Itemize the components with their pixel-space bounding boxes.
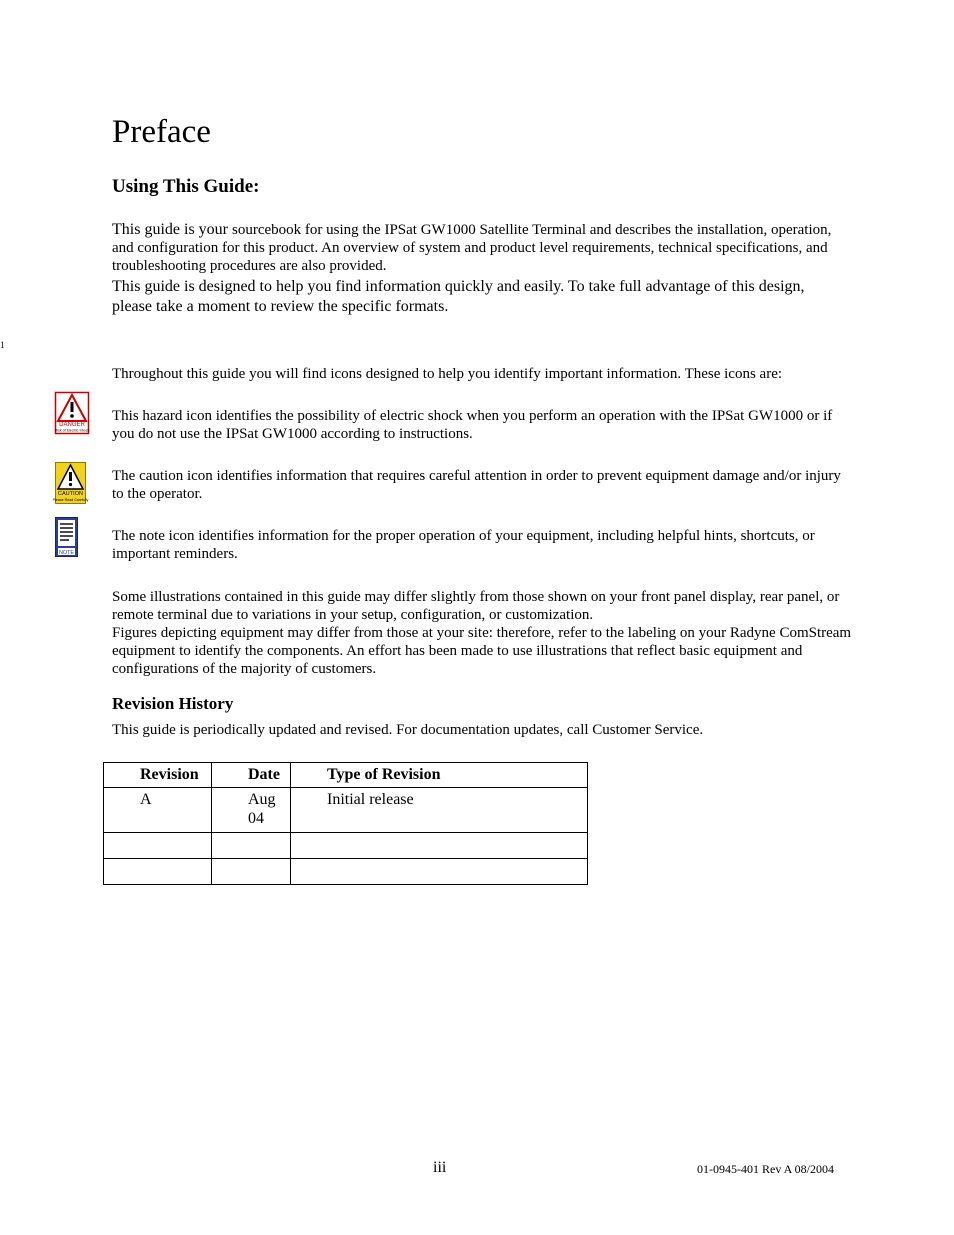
cell-revision: A xyxy=(104,788,212,833)
page-title: Preface xyxy=(112,114,211,150)
danger-icon-sublabel: Risk of Electric Shock xyxy=(54,428,90,433)
icons-intro: Throughout this guide you will find icons designed to help you identify important information. These icons are: xyxy=(112,366,783,382)
page-number: iii xyxy=(433,1159,447,1176)
cell-type xyxy=(291,833,588,859)
intro-lead: This guide is your xyxy=(112,221,232,238)
table-row xyxy=(104,833,588,859)
cell-revision xyxy=(104,833,212,859)
intro-rest: sourcebook for using the IPSat GW1000 Satellite Terminal and describes the installation, operation, and configuration for this product. An overview of system and product level requirements, technical specifications, and troubleshooting procedures are also provided. xyxy=(112,222,832,274)
cell-date xyxy=(212,833,291,859)
table-row xyxy=(104,859,588,885)
caution-icon xyxy=(52,462,89,509)
danger-icon xyxy=(55,392,89,439)
note-icon xyxy=(55,517,78,562)
cell-date: Aug 04 xyxy=(212,788,291,833)
revision-intro: This guide is periodically updated and revised. For documentation updates, call Customer Service. xyxy=(112,722,704,738)
intro-paragraph xyxy=(112,221,842,275)
note-icon-label: NOTE xyxy=(59,550,74,556)
danger-description: This hazard icon identifies the possibility of electric shock when you perform an operation with the IPSat GW1000 or if you do not use the IPSat GW1000 according to instructions. xyxy=(112,408,833,442)
caution-description: The caution icon identifies information that requires careful attention in order to prevent equipment damage and/or injury to the operator. xyxy=(112,468,841,502)
cell-type xyxy=(291,859,588,885)
header-revision: Revision xyxy=(104,763,212,788)
note-description: The note icon identifies information for the proper operation of your equipment, including helpful hints, shortcuts, or important reminders. xyxy=(112,528,815,562)
cell-revision xyxy=(104,859,212,885)
revision-table xyxy=(103,762,588,885)
header-date: Date xyxy=(212,763,291,788)
danger-icon-label: DANGER xyxy=(59,422,85,428)
illustrations-paragraph: Some illustrations contained in this guide may differ slightly from those shown on your front panel display, rear panel, or remote terminal due to variations in your setup, configuration, or customization. xyxy=(112,589,840,623)
margin-mark: 1 xyxy=(0,340,5,350)
figures-paragraph: Figures depicting equipment may differ from those at your site: therefore, refer to the labeling on your Radyne ComStream equipment to identify the components. An effort has been made to use illustrations that reflect basic equipment and configurations of the majority of customers. xyxy=(112,625,852,677)
caution-icon-label: CAUTION xyxy=(57,491,84,497)
header-type: Type of Revision xyxy=(291,763,588,788)
revision-heading: Revision History xyxy=(112,694,234,713)
cell-type: Initial release xyxy=(291,788,588,833)
table-header-row xyxy=(104,763,588,788)
cell-date xyxy=(212,859,291,885)
section-heading: Using This Guide: xyxy=(112,176,260,197)
document-id: 01-0945-401 Rev A 08/2004 xyxy=(697,1162,834,1176)
table-row xyxy=(104,788,588,833)
design-paragraph: This guide is designed to help you find information quickly and easily. To take full advantage of this design, please take a moment to review the specific formats. xyxy=(112,278,805,315)
caution-icon-sublabel: Please Read Carefully xyxy=(52,498,89,502)
